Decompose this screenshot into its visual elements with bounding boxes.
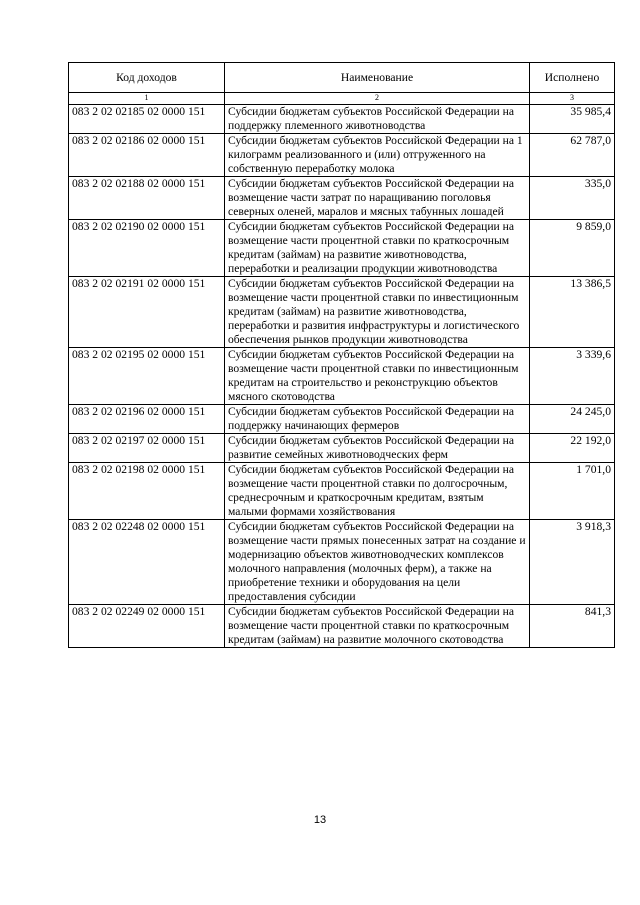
row-name: Субсидии бюджетам субъектов Российской Федерации на поддержку племенного животноводства xyxy=(225,105,530,134)
row-code: 083 2 02 02195 02 0000 151 xyxy=(69,348,225,405)
row-executed: 335,0 xyxy=(530,177,615,220)
revenue-table xyxy=(68,62,615,648)
row-code: 083 2 02 02197 02 0000 151 xyxy=(69,434,225,463)
column-number-1: 1 xyxy=(69,93,225,105)
row-code: 083 2 02 02191 02 0000 151 xyxy=(69,277,225,348)
row-executed: 13 386,5 xyxy=(530,277,615,348)
row-executed: 24 245,0 xyxy=(530,405,615,434)
column-number-row xyxy=(69,93,615,105)
row-code: 083 2 02 02186 02 0000 151 xyxy=(69,134,225,177)
row-code: 083 2 02 02198 02 0000 151 xyxy=(69,463,225,520)
row-executed: 3 339,6 xyxy=(530,348,615,405)
row-code: 083 2 02 02190 02 0000 151 xyxy=(69,220,225,277)
row-code: 083 2 02 02249 02 0000 151 xyxy=(69,605,225,648)
header-row xyxy=(69,63,615,93)
row-code: 083 2 02 02248 02 0000 151 xyxy=(69,520,225,605)
header-name: Наименование xyxy=(225,63,530,93)
row-code: 083 2 02 02196 02 0000 151 xyxy=(69,405,225,434)
table-row xyxy=(69,605,615,648)
row-executed: 1 701,0 xyxy=(530,463,615,520)
row-name: Субсидии бюджетам субъектов Российской Федерации на возмещение части процентной ставки по инвестиционным кредитам на строительство и реконструкцию объектов мясного скотоводства xyxy=(225,348,530,405)
row-executed: 22 192,0 xyxy=(530,434,615,463)
row-name: Субсидии бюджетам субъектов Российской Федерации на поддержку начинающих фермеров xyxy=(225,405,530,434)
row-executed: 35 985,4 xyxy=(530,105,615,134)
row-executed: 841,3 xyxy=(530,605,615,648)
table-row xyxy=(69,277,615,348)
row-name: Субсидии бюджетам субъектов Российской Федерации на возмещение части процентной ставки по краткосрочным кредитам (займам) на развитие молочного скотоводства xyxy=(225,605,530,648)
row-code: 083 2 02 02188 02 0000 151 xyxy=(69,177,225,220)
header-code: Код доходов xyxy=(69,63,225,93)
column-number-3: 3 xyxy=(530,93,615,105)
table-row xyxy=(69,105,615,134)
column-number-2: 2 xyxy=(225,93,530,105)
table-row xyxy=(69,520,615,605)
table-row xyxy=(69,220,615,277)
row-executed: 9 859,0 xyxy=(530,220,615,277)
row-name: Субсидии бюджетам субъектов Российской Федерации на 1 килограмм реализованного и (или) отгруженного на собственную переработку молока xyxy=(225,134,530,177)
table-row xyxy=(69,405,615,434)
row-name: Субсидии бюджетам субъектов Российской Федерации на возмещение части процентной ставки по долгосрочным, среднесрочным и краткосрочным кредитам, взятым малыми формами хозяйствования xyxy=(225,463,530,520)
table-row xyxy=(69,434,615,463)
page-number: 13 xyxy=(313,814,327,826)
row-name: Субсидии бюджетам субъектов Российской Федерации на возмещение части процентной ставки по инвестиционным кредитам (займам) на развитие животноводства, переработки и развития инфраструктуры и логистического обеспечения рынков продукции животноводства xyxy=(225,277,530,348)
header-executed: Исполнено xyxy=(530,63,615,93)
table-row xyxy=(69,134,615,177)
table-row xyxy=(69,463,615,520)
row-name: Субсидии бюджетам субъектов Российской Федерации на возмещение части затрат по наращиванию поголовья северных оленей, маралов и мясных табунных лошадей xyxy=(225,177,530,220)
table-row xyxy=(69,177,615,220)
row-code: 083 2 02 02185 02 0000 151 xyxy=(69,105,225,134)
row-name: Субсидии бюджетам субъектов Российской Федерации на возмещение части прямых понесенных затрат на создание и модернизацию объектов животноводческих комплексов молочного направления (молочных ферм), а также на приобретение техники и оборудования на цели предоставления субсидии xyxy=(225,520,530,605)
row-name: Субсидии бюджетам субъектов Российской Федерации на развитие семейных животноводческих ферм xyxy=(225,434,530,463)
row-name: Субсидии бюджетам субъектов Российской Федерации на возмещение части процентной ставки по краткосрочным кредитам (займам) на развитие животноводства, переработки и реализации продукции животноводства xyxy=(225,220,530,277)
table-row xyxy=(69,348,615,405)
row-executed: 62 787,0 xyxy=(530,134,615,177)
row-executed: 3 918,3 xyxy=(530,520,615,605)
